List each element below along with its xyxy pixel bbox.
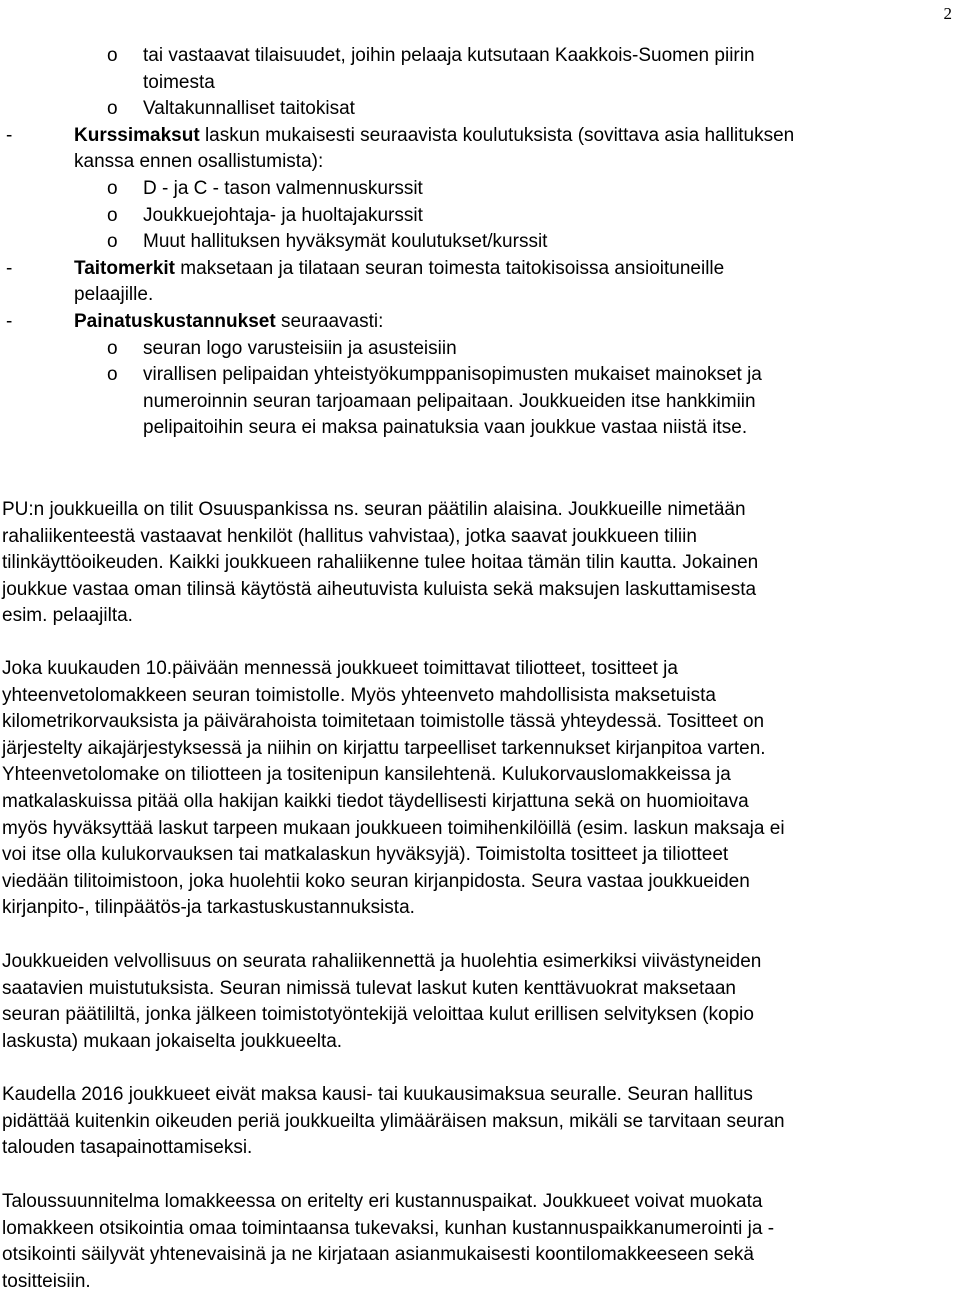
dash-marker: -: [6, 257, 13, 279]
paragraph-line: seuran päätililtä, jonka jälkeen toimistotyöntekijä veloittaa kulut erillisen selvityksen (kopio: [2, 1004, 754, 1026]
paragraph-line: järjestelty aikajärjestyksessä ja niihin on kirjattu tarpeelliset tarkennukset kirjanpitoa varten.: [2, 737, 766, 759]
paragraph-line: Taloussuunnitelma lomakkeessa on eritelty eri kustannuspaikat. Joukkueet voivat muokata: [2, 1191, 763, 1212]
paragraph-line: laskusta) mukaan jokaiselta joukkueelta.: [2, 1030, 343, 1052]
list-text: numeroinnin seuran tarjoamaan pelipaitaan. Joukkueiden itse hankkimiin: [143, 390, 756, 412]
page-number: 2: [943, 4, 952, 23]
list-item-taitomerkit: [2, 256, 954, 283]
list-text: virallisen pelipaidan yhteistyökumppanisopimusten mukaiset mainokset ja: [143, 364, 762, 386]
list-heading: Taitomerkit: [74, 257, 176, 279]
list-item: [2, 43, 954, 70]
paragraph-line: joukkue vastaa oman tilinsä käytöstä aiheutuvista kuluista sekä maksujen laskuttamisesta: [2, 578, 757, 600]
list-text: laskun mukaisesti seuraavista koulutuksista (sovittava asia hallituksen: [199, 124, 795, 146]
paragraph-line: Joukkueiden velvollisuus on seurata rahaliikennettä ja huolehtia esimerkiksi viivästyneiden: [2, 951, 762, 972]
list-text: seuraavasti:: [275, 310, 384, 332]
list-item: [2, 362, 954, 389]
list-item-kurssimaksut: [2, 123, 954, 150]
paragraph-line: kilometrikorvauksista ja päivärahoista toimitetaan toimistolle tässä yhteydessä. Tositteet on: [2, 711, 765, 733]
list-text: pelipaitoihin seura ei maksa painatuksia vaan joukkue vastaa niistä itse.: [143, 417, 748, 439]
list-item-painatuskustannukset: [2, 309, 954, 336]
list-item-continuation: [2, 70, 954, 97]
list-item-continuation: [2, 282, 954, 309]
list-heading: Painatuskustannukset: [74, 310, 276, 332]
paragraph-obligations: [2, 949, 954, 1055]
paragraph-line: pidättää kuitenkin oikeuden periä joukkueilta ylimääräisen maksun, mikäli se tarvitaan seuran: [2, 1110, 785, 1132]
list-item-continuation: [2, 149, 954, 176]
list-text: toimesta: [143, 71, 215, 93]
list-text: maksetaan ja tilataan seuran toimesta taitokisoissa ansioituneille: [175, 257, 725, 279]
paragraph-line: Kaudella 2016 joukkueet eivät maksa kausi- tai kuukausimaksua seuralle. Seuran hallitus: [2, 1084, 753, 1105]
paragraph-line: rahaliikenteestä vastaavat henkilöt (hallitus vahvistaa), jotka saavat joukkueen tiliin: [2, 525, 697, 547]
paragraph-season-2016: [2, 1082, 954, 1162]
bullet-marker: o: [107, 204, 118, 226]
list-item: [2, 203, 954, 230]
list-text: pelaajille.: [74, 284, 154, 306]
list-text: Muut hallituksen hyväksymät koulutukset/kurssit: [143, 231, 548, 253]
paragraph-line: viedään tilitoimistoon, joka huolehtii koko seuran kirjanpidosta. Seura vastaa joukkueiden: [2, 870, 750, 892]
list-text: D - ja C - tason valmennuskurssit: [143, 177, 423, 199]
bullet-marker: o: [107, 177, 118, 199]
paragraph-line: otsikointi säilyvät yhtenevaisinä ja ne kirjataan asianmukaisesti koontilomakkeeseen sekä: [2, 1244, 754, 1266]
paragraph-line: lomakkeen otsikointia omaa toimintaansa tukevaksi, kunhan kustannuspaikkanumerointi ja -: [2, 1217, 775, 1239]
paragraph-line: saatavien muistutuksista. Seuran nimissä tulevat laskut kuten kenttävuokrat maksetaan: [2, 977, 736, 999]
paragraph-monthly-reports: [2, 656, 954, 922]
bullet-marker: o: [107, 98, 118, 120]
paragraph-line: myös hyväksyttää laskut tarpeen mukaan joukkueen toimihenkilöillä (esim. laskun maksaja ei: [2, 817, 785, 839]
paragraph-line: Yhteenvetolomake on tiliotteen ja tositenipun kansilehtenä. Kulukorvauslomakkeissa ja: [2, 764, 731, 786]
cost-list: [2, 43, 954, 442]
bullet-marker: o: [107, 364, 118, 386]
paragraph-line: PU:n joukkueilla on tilit Osuuspankissa ns. seuran päätilin alaisina. Joukkueille nimetään: [2, 499, 746, 520]
bullet-marker: o: [107, 337, 118, 359]
list-text: seuran logo varusteisiin ja asusteisiin: [143, 337, 457, 359]
paragraph-line: voi itse olla kulukorvauksen tai matkalaskun hyväksyjä). Toimistolta tositteet ja tiliotteet: [2, 844, 729, 866]
bullet-marker: o: [107, 231, 118, 253]
list-text: Valtakunnalliset taitokisat: [143, 98, 355, 120]
list-item-continuation: [2, 389, 954, 416]
paragraph-bank-accounts: [2, 497, 954, 630]
paragraph-line: kirjanpito-, tilinpäätös-ja tarkastuskustannuksista.: [2, 897, 415, 919]
paragraph-line: Joka kuukauden 10.päivään mennessä joukkueet toimittavat tiliotteet, tositteet ja: [2, 658, 678, 679]
dash-marker: -: [6, 124, 13, 146]
list-item: [2, 176, 954, 203]
paragraph-line: tilinkäyttöoikeuden. Kaikki joukkueen rahaliikenne tulee hoitaa tämän tilin kautta. Jokainen: [2, 552, 759, 574]
paragraph-budget-form: [2, 1189, 954, 1295]
list-text: kanssa ennen osallistumista):: [74, 151, 324, 173]
list-item: [2, 229, 954, 256]
bullet-marker: o: [107, 45, 118, 66]
list-text: Joukkuejohtaja- ja huoltajakurssit: [143, 204, 423, 226]
list-item: [2, 336, 954, 363]
paragraph-line: matkalaskuissa pitää olla hakijan kaikki tiedot täydellisesti kirjattuna sekä on huomioitava: [2, 790, 749, 812]
paragraph-line: talouden tasapainottamiseksi.: [2, 1137, 253, 1159]
dash-marker: -: [6, 310, 13, 332]
paragraph-line: esim. pelaajilta.: [2, 605, 133, 627]
list-item: [2, 96, 954, 123]
list-text: tai vastaavat tilaisuudet, joihin pelaaja kutsutaan Kaakkois-Suomen piirin: [143, 45, 755, 66]
paragraph-line: tositteisiin.: [2, 1270, 91, 1292]
paragraph-line: yhteenvetolomakkeen seuran toimistolle. Myös yhteenveto mahdollisista maksetuista: [2, 684, 716, 706]
list-item-continuation: [2, 415, 954, 442]
list-heading: Kurssimaksut: [74, 124, 200, 146]
